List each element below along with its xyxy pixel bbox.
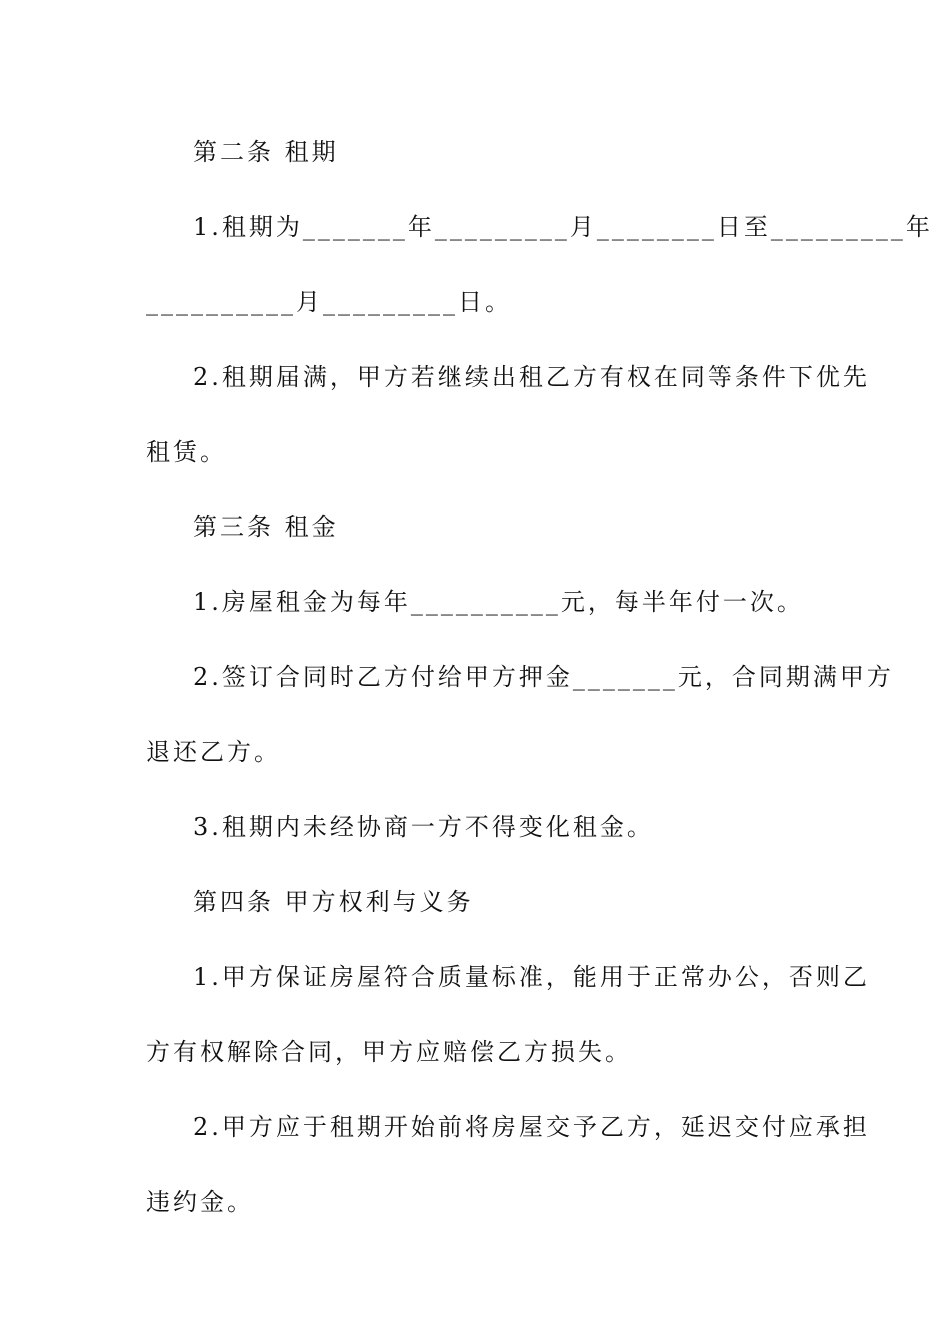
article-2-clause-2-line-1: 2.租期届满，甲方若继续出租乙方有权在同等条件下优先	[193, 363, 870, 391]
article-4-clause-1-line-2: 方有权解除合同，甲方应赔偿乙方损失。	[146, 1038, 632, 1066]
article-4-heading: 第四条 甲方权利与义务	[193, 888, 474, 916]
article-3-clause-2-line-2: 退还乙方。	[146, 738, 281, 766]
article-3-clause-2-line-1: 2.签订合同时乙方付给甲方押金_______元，合同期满甲方	[193, 663, 894, 691]
article-2-clause-2-line-2: 租赁。	[146, 438, 227, 466]
article-4-clause-1-line-1: 1.甲方保证房屋符合质量标准，能用于正常办公，否则乙	[193, 963, 870, 991]
article-2-clause-1-line-2: __________月_________日。	[146, 288, 512, 316]
article-4-clause-2-line-1: 2.甲方应于租期开始前将房屋交予乙方，延迟交付应承担	[193, 1113, 870, 1141]
article-3-clause-1: 1.房屋租金为每年__________元，每半年付一次。	[193, 588, 804, 616]
article-3-heading: 第三条 租金	[193, 513, 339, 541]
article-3-clause-3: 3.租期内未经协商一方不得变化租金。	[193, 813, 654, 841]
article-2-heading: 第二条 租期	[193, 138, 339, 166]
article-4-clause-2-line-2: 违约金。	[146, 1188, 254, 1216]
article-2-clause-1-line-1: 1.租期为_______年_________月________日至_________年	[193, 213, 933, 241]
